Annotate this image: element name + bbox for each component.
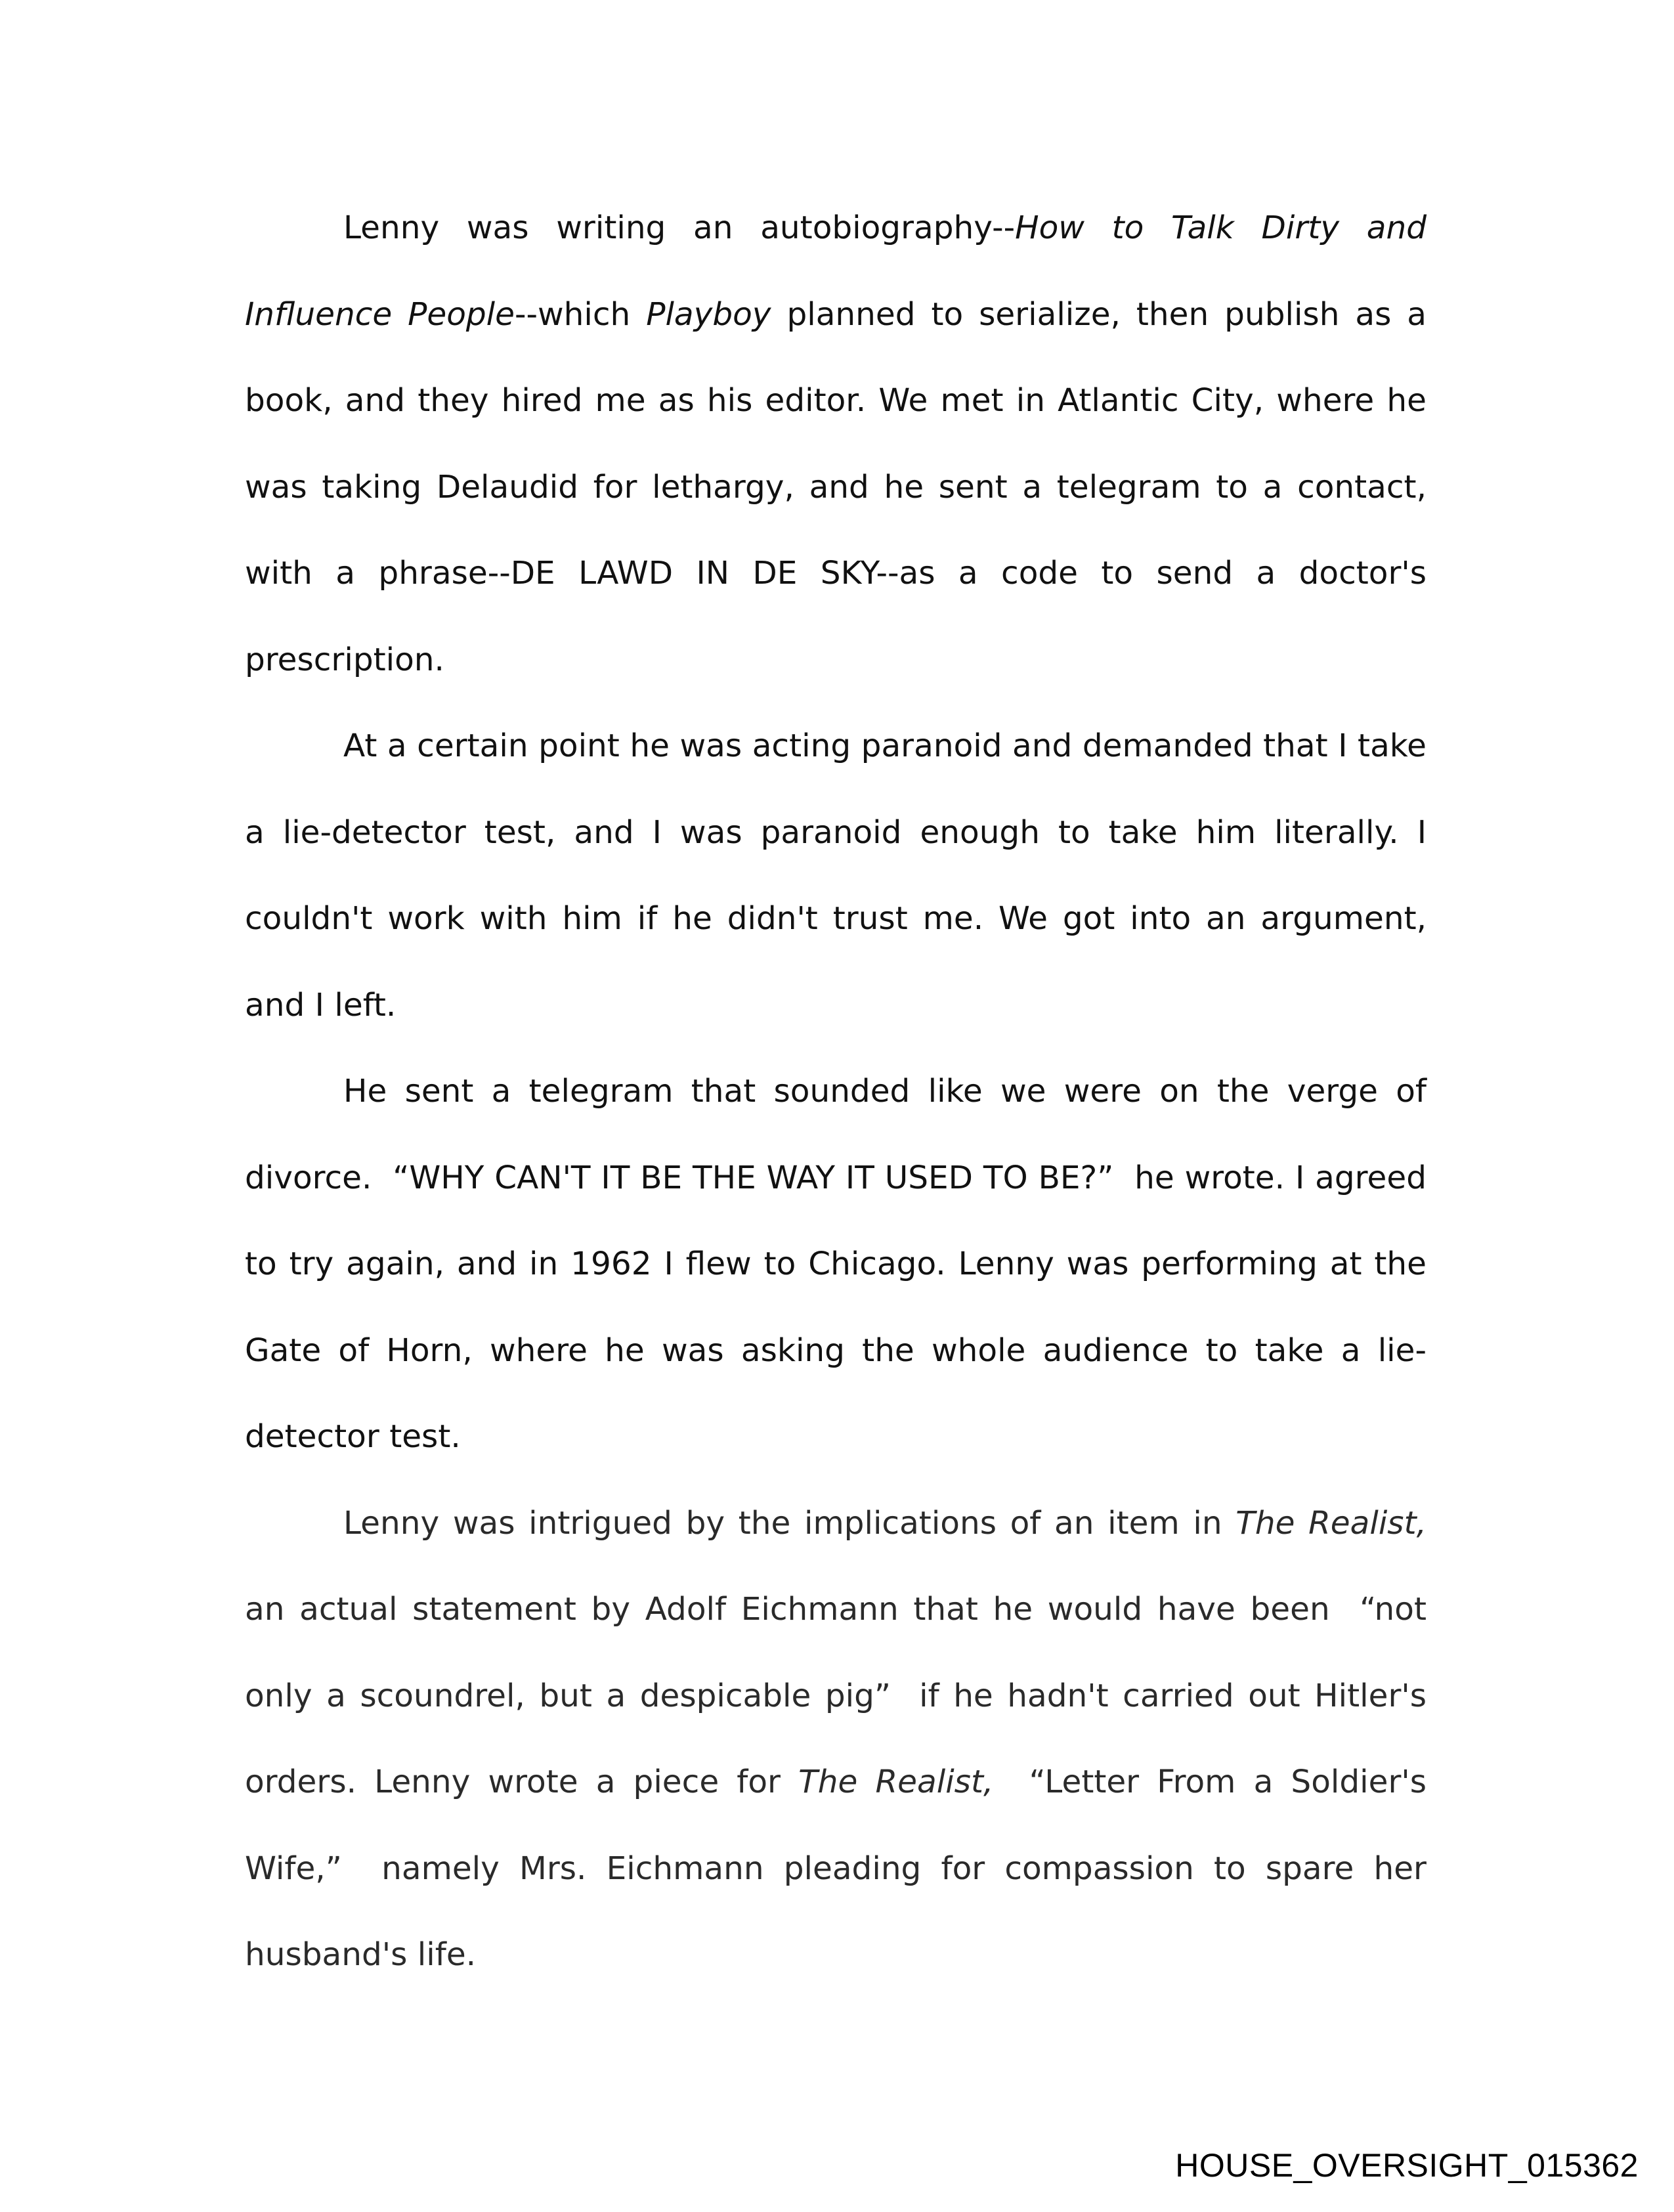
paragraph-autobiography xyxy=(245,185,1427,703)
publication-title: The Realist, xyxy=(798,1764,994,1800)
paragraph-eichmann xyxy=(245,1481,1427,1999)
text-segment: planned to serialize, then publish as a book, and they hired me as his editor. We met in Atlantic City, where he was taking Delaudid for lethargy, and he sent a telegram to a contact, with a phrase--DE LAWD IN DE SKY--as a code to send a doctor's prescription. xyxy=(245,295,1427,678)
paragraph-telegram xyxy=(245,1049,1427,1481)
text-segment: an actual statement by Adolf Eichmann that he would have been “not only a scoundrel, but a despicable pig” if he hadn't carried out Hitler's orders. Lenny wrote a piece for xyxy=(245,1591,1427,1800)
publication-title: The Realist, xyxy=(1235,1504,1427,1542)
text-segment: --which xyxy=(514,295,647,333)
bates-number: HOUSE_OVERSIGHT_015362 xyxy=(1175,2147,1639,2184)
text-segment: He sent a telegram that sounded like we were on the verge of divorce. “WHY CAN'T IT BE THE WAY IT USED TO BE?” he wrote. I agreed to try again, and in 1962 I flew to Chicago. Lenny was performing at the Gate of Horn, where he was asking the whole audience to take a lie-detector test. xyxy=(245,1073,1427,1455)
text-segment: Lenny was writing an autobiography-- xyxy=(343,209,1016,246)
document-body xyxy=(245,185,1427,1999)
book-title: How to Talk Dirty and Influence People xyxy=(245,209,1427,333)
text-segment: Lenny was intrigued by the implications of an item in xyxy=(343,1504,1236,1542)
text-segment: “Letter From a Soldier's Wife,” namely Mrs. Eichmann pleading for compassion to spare her husband's life. xyxy=(245,1764,1427,1973)
magazine-title: Playboy xyxy=(646,295,771,333)
paragraph-lie-detector xyxy=(245,703,1427,1049)
text-segment: At a certain point he was acting paranoid and demanded that I take a lie-detector test, and I was paranoid enough to take him literally. I couldn't work with him if he didn't trust me. We got into an argument, and I left. xyxy=(245,727,1427,1024)
